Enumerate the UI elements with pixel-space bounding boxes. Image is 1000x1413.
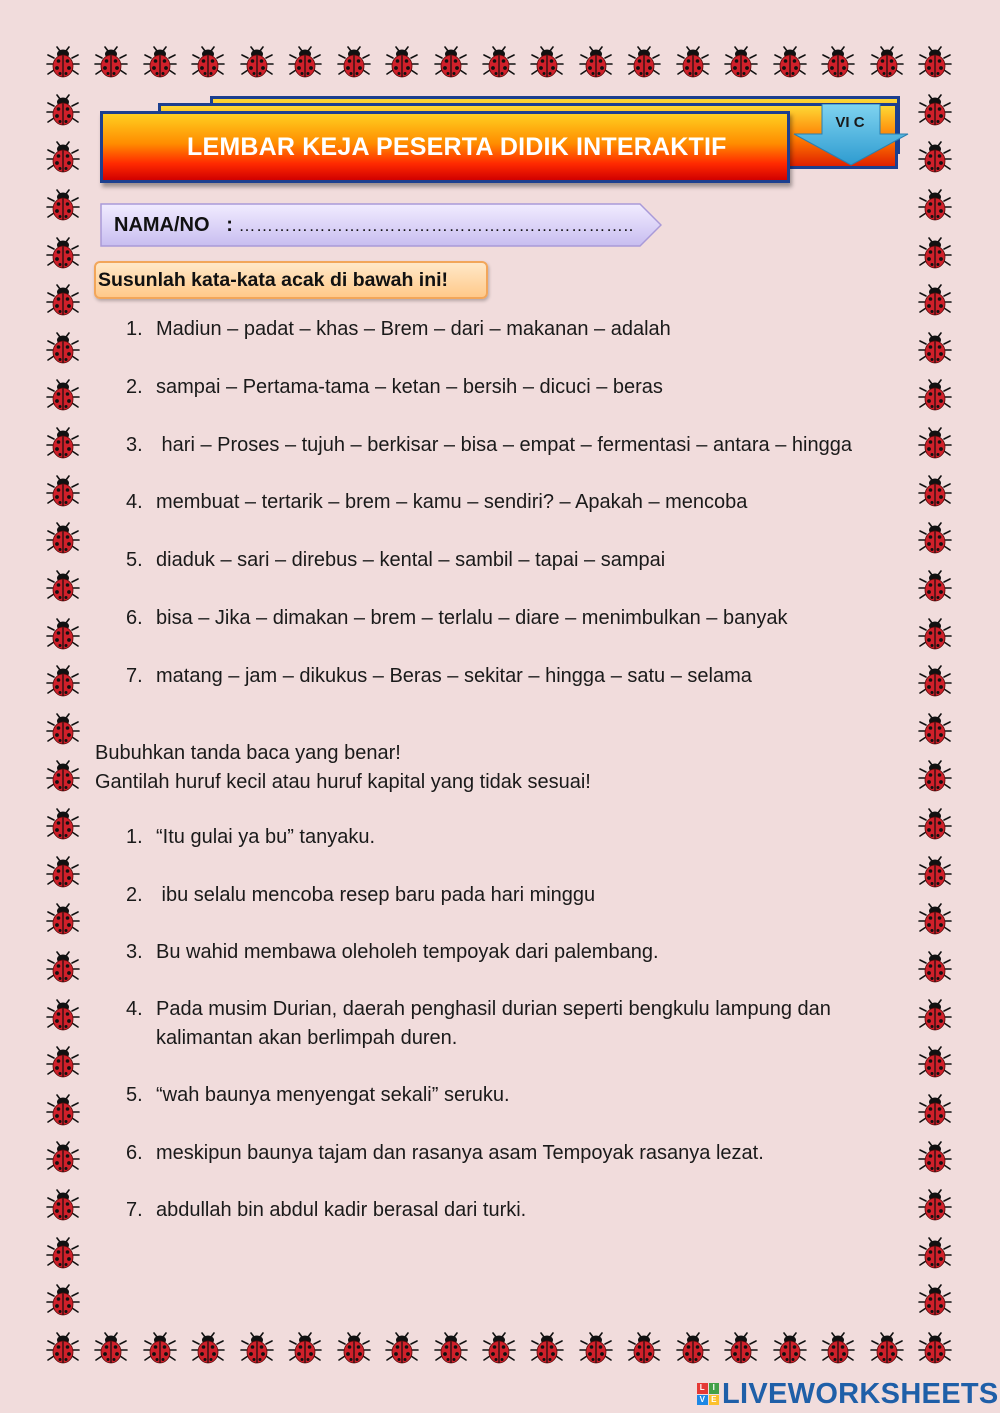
ladybug-icon: [240, 1332, 274, 1366]
ladybug-icon: [627, 1332, 661, 1366]
ladybug-icon: [288, 46, 322, 80]
ladybug-icon: [918, 665, 952, 699]
ladybug-icon: [918, 618, 952, 652]
list-item: 2. sampai – Pertama-tama – ketan – bersih – dicuci – beras: [126, 376, 663, 398]
list-item: 1. “Itu gulai ya bu” tanyaku.: [126, 826, 376, 848]
ladybug-icon: [46, 475, 80, 509]
ladybug-icon: [870, 1332, 904, 1366]
ladybug-icon: [46, 237, 80, 271]
section2-instruction: [95, 739, 591, 797]
ladybug-icon: [143, 1332, 177, 1366]
ladybug-icon: [482, 1332, 516, 1366]
ladybug-icon: [918, 427, 952, 461]
ladybug-icon: [46, 951, 80, 985]
ladybug-icon: [918, 237, 952, 271]
ladybug-icon: [385, 46, 419, 80]
ladybug-icon: [482, 46, 516, 80]
ladybug-icon: [579, 46, 613, 80]
list-item: 6. meskipun baunya tajam dan rasanya asam Tempoyak rasanya lezat.: [126, 1142, 764, 1164]
ladybug-icon: [46, 856, 80, 890]
section2-instruction-line2: Gantilah huruf kecil atau huruf kapital yang tidak sesuai!: [95, 771, 591, 793]
ladybug-icon: [870, 46, 904, 80]
name-field-label: NAMA/NO :: [114, 214, 233, 236]
ladybug-icon: [46, 1189, 80, 1223]
ladybug-icon: [918, 475, 952, 509]
ladybug-icon: [288, 1332, 322, 1366]
ladybug-icon: [46, 760, 80, 794]
list-item: 6. bisa – Jika – dimakan – brem – terlalu – diare – menimbulkan – banyak: [126, 607, 788, 629]
ladybug-icon: [918, 999, 952, 1033]
ladybug-icon: [918, 760, 952, 794]
ladybug-icon: [579, 1332, 613, 1366]
ladybug-icon: [191, 46, 225, 80]
ladybug-icon: [918, 1332, 952, 1366]
ladybug-icon: [918, 332, 952, 366]
ladybug-icon: [46, 189, 80, 223]
ladybug-icon: [724, 46, 758, 80]
ladybug-icon: [918, 522, 952, 556]
ladybug-icon: [821, 46, 855, 80]
ladybug-icon: [94, 1332, 128, 1366]
list-item: 3. hari – Proses – tujuh – berkisar – bisa – empat – fermentasi – antara – hingga: [126, 434, 852, 456]
ladybug-icon: [434, 46, 468, 80]
ladybug-icon: [46, 665, 80, 699]
class-label: VI C: [835, 114, 865, 131]
ladybug-icon: [46, 999, 80, 1033]
name-field-dots: …………………………………………………………..: [238, 216, 634, 235]
ladybug-icon: [918, 951, 952, 985]
ladybug-icon: [46, 284, 80, 318]
section1-instruction: Susunlah kata-kata acak di bawah ini!: [94, 261, 488, 299]
ladybug-icon: [918, 1094, 952, 1128]
ladybug-icon: [46, 1046, 80, 1080]
ladybug-icon: [337, 1332, 371, 1366]
ladybug-icon: [530, 1332, 564, 1366]
ladybug-icon: [46, 1141, 80, 1175]
ladybug-icon: [46, 618, 80, 652]
ladybug-icon: [724, 1332, 758, 1366]
ladybug-icon: [337, 46, 371, 80]
ladybug-icon: [46, 713, 80, 747]
liveworksheets-logo-text: LIVEWORKSHEETS: [722, 1377, 999, 1410]
ladybug-icon: [143, 46, 177, 80]
list-item: 3. Bu wahid membawa oleholeh tempoyak dari palembang.: [126, 941, 659, 963]
list-item: 7. matang – jam – dikukus – Beras – sekitar – hingga – satu – selama: [126, 665, 752, 687]
ladybug-icon: [773, 1332, 807, 1366]
ladybug-icon: [46, 1094, 80, 1128]
section2-list: [126, 826, 831, 1229]
ladybug-icon: [918, 856, 952, 890]
section1-list: [126, 318, 852, 695]
ladybug-icon: [918, 1237, 952, 1271]
ladybug-icon: [918, 903, 952, 937]
ladybug-icon: [918, 379, 952, 413]
ladybug-icon: [918, 189, 952, 223]
ladybug-icon: [240, 46, 274, 80]
ladybug-icon: [918, 713, 952, 747]
ladybug-icon: [918, 94, 952, 128]
list-item: 5. “wah baunya menyengat sekali” seruku.: [126, 1084, 510, 1106]
ladybug-icon: [434, 1332, 468, 1366]
ladybug-icon: [46, 141, 80, 175]
list-item: 4. Pada musim Durian, daerah penghasil durian seperti bengkulu lampung dan kalimantan akan berlimpah duren.: [126, 998, 831, 1049]
ladybug-icon: [676, 46, 710, 80]
liveworksheets-logo-icon: L I V E: [697, 1383, 719, 1405]
ladybug-icon: [918, 570, 952, 604]
ladybug-icon: [918, 46, 952, 80]
name-field[interactable]: [100, 203, 662, 247]
ladybug-icon: [46, 332, 80, 366]
ladybug-icon: [918, 1046, 952, 1080]
ladybug-icon: [46, 427, 80, 461]
ladybug-icon: [918, 1284, 952, 1318]
ladybug-icon: [46, 379, 80, 413]
ladybug-icon: [918, 284, 952, 318]
list-item: 7. abdullah bin abdul kadir berasal dari turki.: [126, 1199, 527, 1221]
ladybug-icon: [918, 1189, 952, 1223]
ladybug-icon: [46, 808, 80, 842]
list-item: 5. diaduk – sari – direbus – kental – sambil – tapai – sampai: [126, 549, 666, 571]
ladybug-icon: [773, 46, 807, 80]
ladybug-icon: [46, 1237, 80, 1271]
ladybug-icon: [530, 46, 564, 80]
ladybug-icon: [676, 1332, 710, 1366]
ladybug-icon: [918, 141, 952, 175]
ladybug-icon: [46, 1332, 80, 1366]
ladybug-icon: [46, 903, 80, 937]
ladybug-icon: [191, 1332, 225, 1366]
section2-instruction-line1: Bubuhkan tanda baca yang benar!: [95, 742, 401, 764]
ladybug-icon: [627, 46, 661, 80]
ladybug-icon: [46, 46, 80, 80]
ladybug-icon: [918, 1141, 952, 1175]
page-title: LEMBAR KEJA PESERTA DIDIK INTERAKTIF: [100, 111, 790, 183]
ladybug-icon: [46, 1284, 80, 1318]
ladybug-icon: [46, 570, 80, 604]
ladybug-icon: [821, 1332, 855, 1366]
list-item: 2. ibu selalu mencoba resep baru pada hari minggu: [126, 884, 596, 906]
ladybug-icon: [46, 522, 80, 556]
ladybug-icon: [918, 808, 952, 842]
list-item: 1. Madiun – padat – khas – Brem – dari – makanan – adalah: [126, 318, 671, 340]
list-item: 4. membuat – tertarik – brem – kamu – sendiri? – Apakah – mencoba: [126, 491, 748, 513]
liveworksheets-logo[interactable]: [697, 1377, 999, 1411]
ladybug-icon: [46, 94, 80, 128]
ladybug-icon: [94, 46, 128, 80]
ladybug-icon: [385, 1332, 419, 1366]
